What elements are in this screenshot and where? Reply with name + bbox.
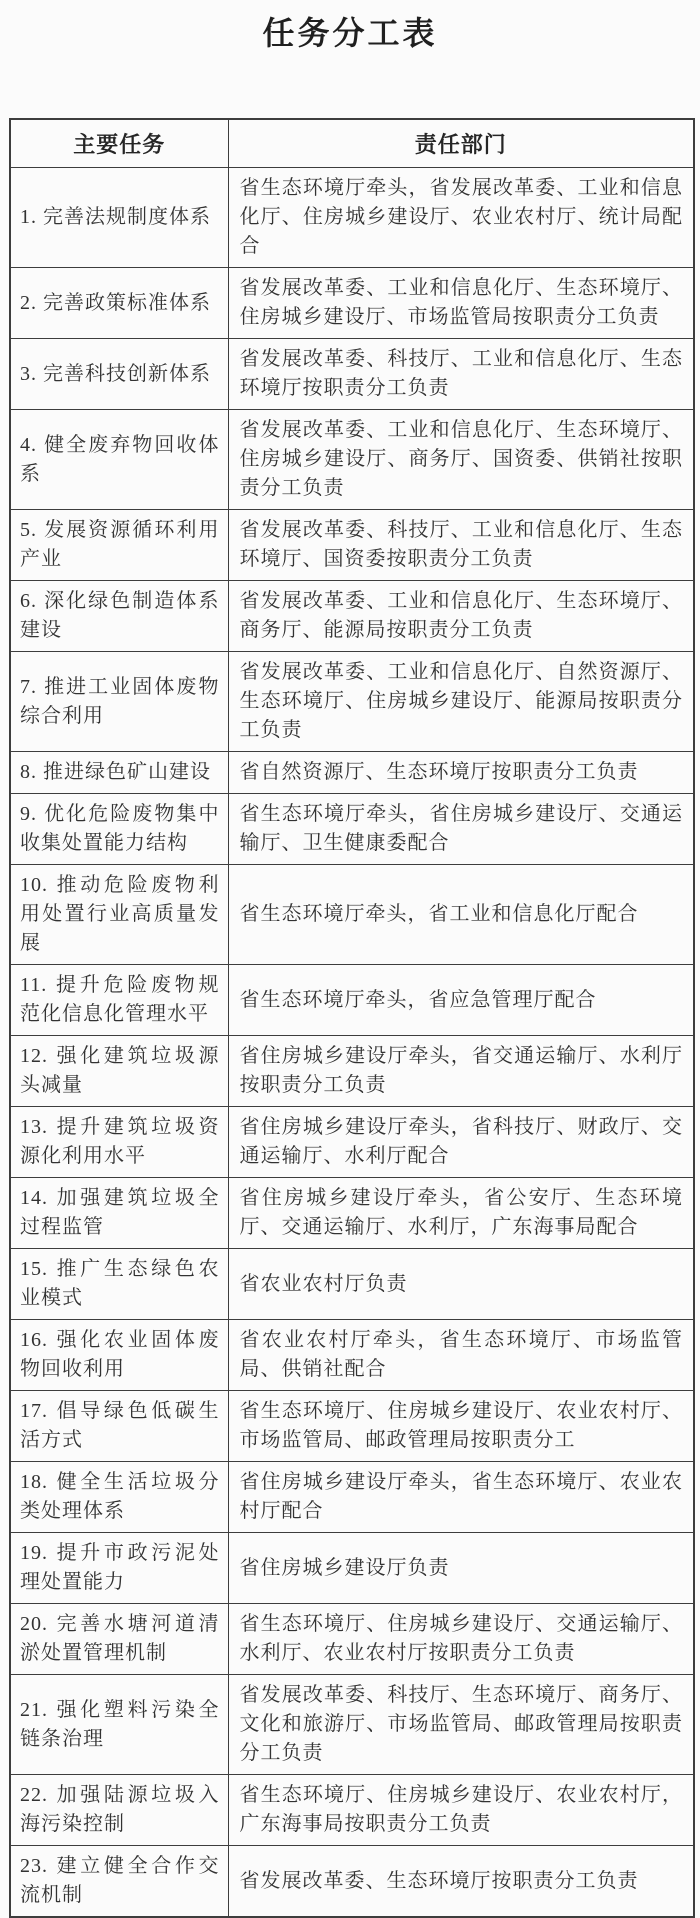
dept-cell: 省住房城乡建设厅负责	[228, 1533, 694, 1604]
dept-cell: 省生态环境厅、住房城乡建设厅、交通运输厅、水利厅、农业农村厅按职责分工负责	[228, 1604, 694, 1675]
table-row	[10, 1846, 694, 1918]
task-cell: 19. 提升市政污泥处理处置能力	[10, 1533, 228, 1604]
task-cell: 16. 强化农业固体废物回收利用	[10, 1320, 228, 1391]
table-row	[10, 752, 694, 794]
task-cell: 20. 完善水塘河道清淤处置管理机制	[10, 1604, 228, 1675]
header-row	[10, 119, 694, 168]
task-cell: 15. 推广生态绿色农业模式	[10, 1249, 228, 1320]
task-cell: 6. 深化绿色制造体系建设	[10, 581, 228, 652]
document-page	[0, 8, 700, 1918]
task-cell: 23. 建立健全合作交流机制	[10, 1846, 228, 1918]
dept-cell: 省发展改革委、生态环境厅按职责分工负责	[228, 1846, 694, 1918]
task-cell: 14. 加强建筑垃圾全过程监管	[10, 1178, 228, 1249]
task-cell: 2. 完善政策标准体系	[10, 268, 228, 339]
dept-cell: 省生态环境厅牵头，省工业和信息化厅配合	[228, 865, 694, 965]
task-cell: 17. 倡导绿色低碳生活方式	[10, 1391, 228, 1462]
table-row	[10, 268, 694, 339]
table-row	[10, 168, 694, 268]
table-row	[10, 1320, 694, 1391]
task-cell: 3. 完善科技创新体系	[10, 339, 228, 410]
page-title: 任务分工表	[262, 15, 438, 51]
task-cell: 13. 提升建筑垃圾资源化利用水平	[10, 1107, 228, 1178]
table-row	[10, 1391, 694, 1462]
task-table-body	[10, 168, 694, 1918]
table-row	[10, 410, 694, 510]
table-row	[10, 652, 694, 752]
dept-cell: 省住房城乡建设厅牵头，省交通运输厅、水利厅按职责分工负责	[228, 1036, 694, 1107]
table-row	[10, 581, 694, 652]
table-row	[10, 1462, 694, 1533]
task-cell: 5. 发展资源循环利用产业	[10, 510, 228, 581]
table-row	[10, 794, 694, 865]
dept-cell: 省发展改革委、工业和信息化厅、生态环境厅、住房城乡建设厅、商务厅、国资委、供销社按职责分工负责	[228, 410, 694, 510]
dept-cell: 省农业农村厅负责	[228, 1249, 694, 1320]
task-cell: 10. 推动危险废物利用处置行业高质量发展	[10, 865, 228, 965]
dept-cell: 省住房城乡建设厅牵头，省公安厅、生态环境厅、交通运输厅、水利厅，广东海事局配合	[228, 1178, 694, 1249]
dept-cell: 省发展改革委、科技厅、生态环境厅、商务厅、文化和旅游厅、市场监管局、邮政管理局按职责分工负责	[228, 1675, 694, 1775]
dept-cell: 省农业农村厅牵头，省生态环境厅、市场监管局、供销社配合	[228, 1320, 694, 1391]
table-row	[10, 1775, 694, 1846]
task-cell: 7. 推进工业固体废物综合利用	[10, 652, 228, 752]
task-division-table	[9, 118, 695, 1918]
table-row	[10, 339, 694, 410]
dept-cell: 省发展改革委、工业和信息化厅、生态环境厅、住房城乡建设厅、市场监管局按职责分工负责	[228, 268, 694, 339]
dept-cell: 省发展改革委、工业和信息化厅、生态环境厅、商务厅、能源局按职责分工负责	[228, 581, 694, 652]
task-cell: 9. 优化危险废物集中收集处置能力结构	[10, 794, 228, 865]
task-cell: 12. 强化建筑垃圾源头减量	[10, 1036, 228, 1107]
table-row	[10, 1107, 694, 1178]
table-header	[10, 119, 694, 168]
dept-cell: 省生态环境厅牵头，省发展改革委、工业和信息化厅、住房城乡建设厅、农业农村厅、统计局配合	[228, 168, 694, 268]
dept-cell: 省生态环境厅牵头，省应急管理厅配合	[228, 965, 694, 1036]
task-cell: 18. 健全生活垃圾分类处理体系	[10, 1462, 228, 1533]
task-cell: 11. 提升危险废物规范化信息化管理水平	[10, 965, 228, 1036]
dept-cell: 省发展改革委、科技厅、工业和信息化厅、生态环境厅、国资委按职责分工负责	[228, 510, 694, 581]
task-cell: 21. 强化塑料污染全链条治理	[10, 1675, 228, 1775]
table-row	[10, 1249, 694, 1320]
dept-cell: 省住房城乡建设厅牵头，省科技厅、财政厅、交通运输厅、水利厅配合	[228, 1107, 694, 1178]
dept-cell: 省住房城乡建设厅牵头，省生态环境厅、农业农村厅配合	[228, 1462, 694, 1533]
table-row	[10, 1533, 694, 1604]
task-cell: 22. 加强陆源垃圾入海污染控制	[10, 1775, 228, 1846]
header-cell-dept: 责任部门	[228, 119, 694, 168]
table-row	[10, 510, 694, 581]
table-row	[10, 1178, 694, 1249]
dept-cell: 省自然资源厅、生态环境厅按职责分工负责	[228, 752, 694, 794]
dept-cell: 省生态环境厅、住房城乡建设厅、农业农村厅，广东海事局按职责分工负责	[228, 1775, 694, 1846]
table-row	[10, 1675, 694, 1775]
task-cell: 4. 健全废弃物回收体系	[10, 410, 228, 510]
task-cell: 8. 推进绿色矿山建设	[10, 752, 228, 794]
task-cell: 1. 完善法规制度体系	[10, 168, 228, 268]
dept-cell: 省生态环境厅、住房城乡建设厅、农业农村厅、市场监管局、邮政管理局按职责分工	[228, 1391, 694, 1462]
table-row	[10, 1036, 694, 1107]
dept-cell: 省生态环境厅牵头，省住房城乡建设厅、交通运输厅、卫生健康委配合	[228, 794, 694, 865]
table-row	[10, 1604, 694, 1675]
table-row	[10, 965, 694, 1036]
dept-cell: 省发展改革委、工业和信息化厅、自然资源厅、生态环境厅、住房城乡建设厅、能源局按职责分工负责	[228, 652, 694, 752]
table-row	[10, 865, 694, 965]
header-cell-task: 主要任务	[10, 119, 228, 168]
dept-cell: 省发展改革委、科技厅、工业和信息化厅、生态环境厅按职责分工负责	[228, 339, 694, 410]
